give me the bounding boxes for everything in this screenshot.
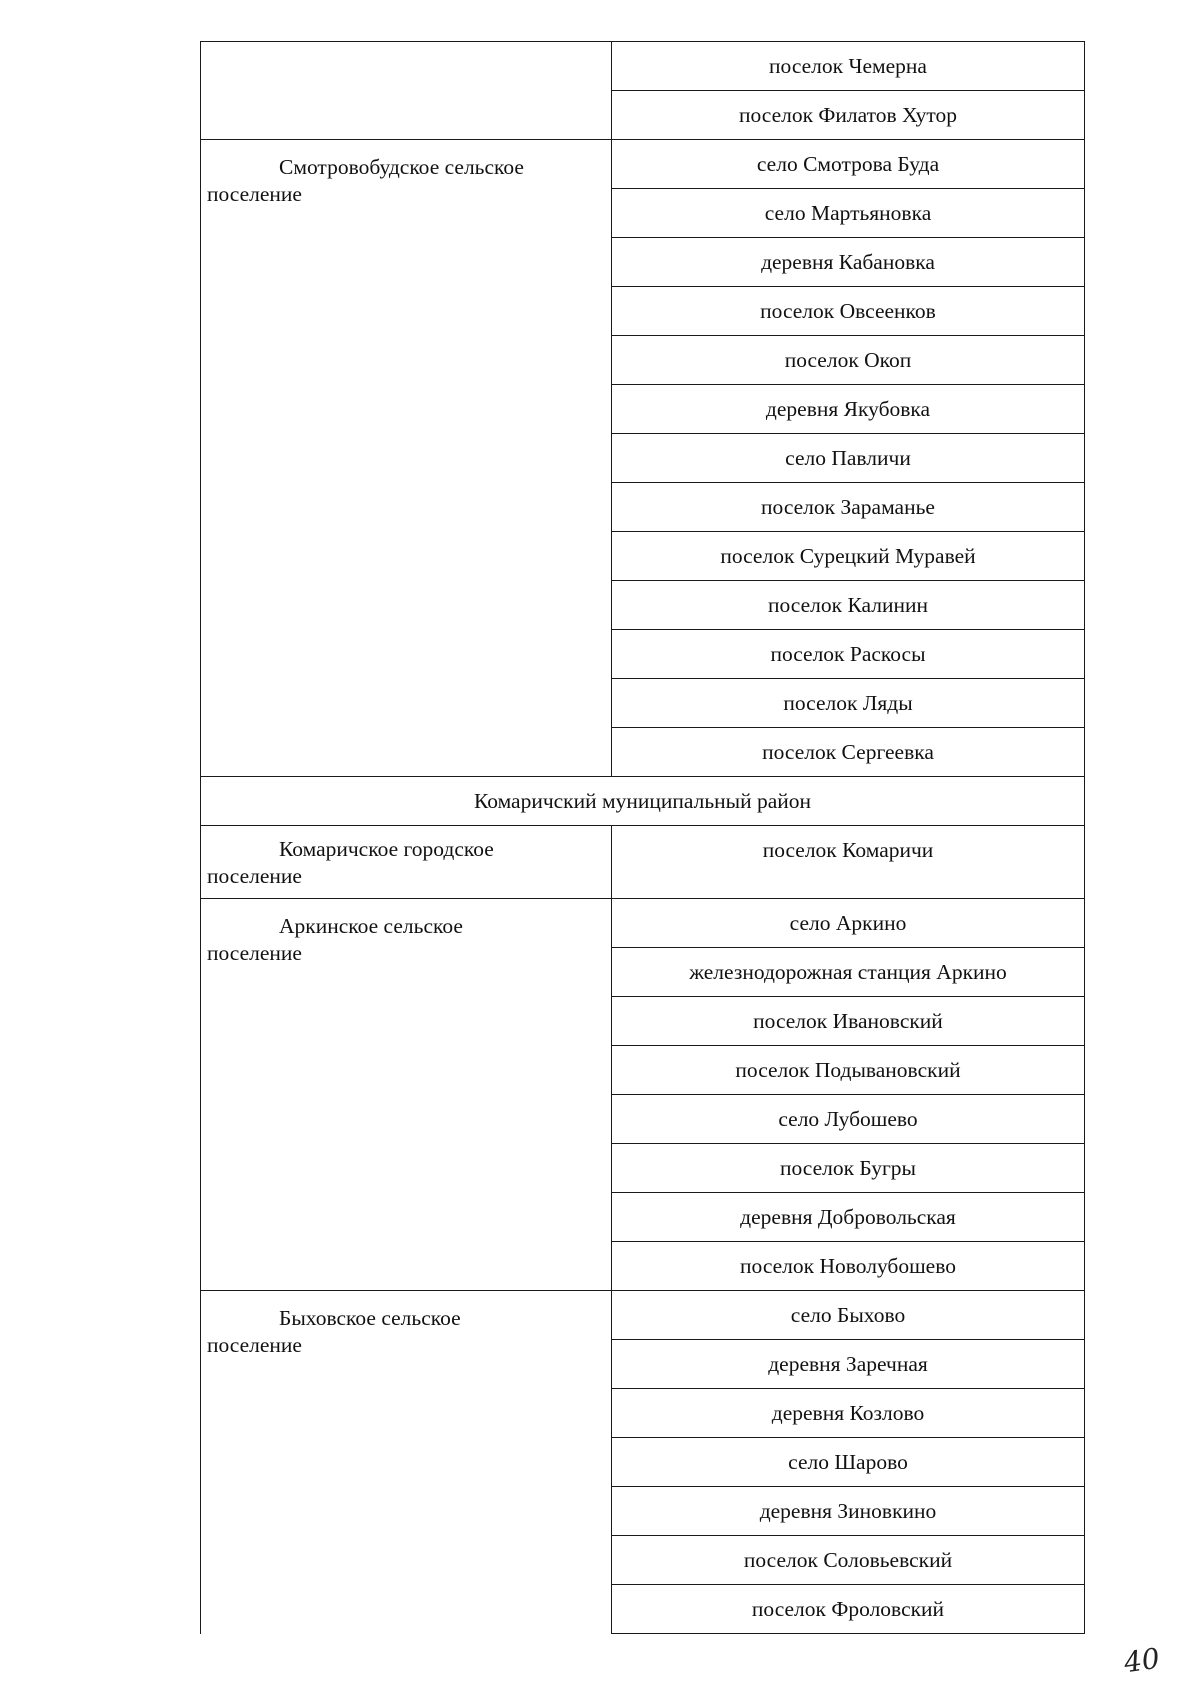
table-row <box>201 140 1085 189</box>
locality-cell: поселок Филатов Хутор <box>612 91 1085 140</box>
locality-cell: деревня Якубовка <box>612 385 1085 434</box>
locality-cell: поселок Сергеевка <box>612 728 1085 777</box>
locality-cell: село Смотрова Буда <box>612 140 1085 189</box>
locality-cell: железнодорожная станция Аркино <box>612 948 1085 997</box>
locality-cell: поселок Чемерна <box>612 42 1085 91</box>
locality-cell: село Лубошево <box>612 1095 1085 1144</box>
locality-cell: деревня Заречная <box>612 1340 1085 1389</box>
locality-cell: поселок Ивановский <box>612 997 1085 1046</box>
table-row <box>201 826 1085 899</box>
locality-cell: поселок Сурецкий Муравей <box>612 532 1085 581</box>
settlement-name-line1: Комаричское городское <box>279 837 494 861</box>
page-number: 40 <box>1122 1641 1163 1680</box>
locality-cell: село Павличи <box>612 434 1085 483</box>
settlement-name-line2: поселение <box>207 941 302 965</box>
settlement-name-line2: поселение <box>207 864 302 888</box>
locality-cell: село Аркино <box>612 899 1085 948</box>
locality-cell: поселок Комаричи <box>612 826 1085 899</box>
locality-cell: деревня Кабановка <box>612 238 1085 287</box>
settlement-name-cell <box>201 899 612 1291</box>
locality-cell: деревня Зиновкино <box>612 1487 1085 1536</box>
locality-cell: село Шарово <box>612 1438 1085 1487</box>
settlement-name-cell <box>201 826 612 899</box>
settlement-name-cell <box>201 42 612 140</box>
settlement-name-line2: поселение <box>207 1333 302 1357</box>
locality-cell: село Быхово <box>612 1291 1085 1340</box>
locality-cell: деревня Добровольская <box>612 1193 1085 1242</box>
locality-cell: поселок Калинин <box>612 581 1085 630</box>
locality-cell: село Мартьяновка <box>612 189 1085 238</box>
locality-cell: поселок Раскосы <box>612 630 1085 679</box>
locality-cell: поселок Овсеенков <box>612 287 1085 336</box>
settlement-name-line2: поселение <box>207 182 302 206</box>
settlements-table <box>200 41 1085 1634</box>
document-page <box>200 41 1085 1634</box>
settlement-name-line1: Смотровобудское сельское <box>279 155 524 179</box>
settlement-name-cell <box>201 1291 612 1634</box>
locality-cell: поселок Ляды <box>612 679 1085 728</box>
locality-cell: поселок Фроловский <box>612 1585 1085 1634</box>
table-row <box>201 899 1085 948</box>
settlement-name-line1: Быховское сельское <box>279 1306 461 1330</box>
table-row <box>201 42 1085 91</box>
locality-cell: поселок Новолубошево <box>612 1242 1085 1291</box>
settlement-name-line1: Аркинское сельское <box>279 914 463 938</box>
locality-cell: поселок Соловьевский <box>612 1536 1085 1585</box>
district-row <box>201 777 1085 826</box>
locality-cell: деревня Козлово <box>612 1389 1085 1438</box>
locality-cell: поселок Окоп <box>612 336 1085 385</box>
district-title: Комаричский муниципальный район <box>201 777 1085 826</box>
locality-cell: поселок Подывановский <box>612 1046 1085 1095</box>
locality-cell: поселок Зараманье <box>612 483 1085 532</box>
table-row <box>201 1291 1085 1340</box>
settlements-table-body <box>201 42 1085 1634</box>
settlement-name-cell <box>201 140 612 777</box>
locality-cell: поселок Бугры <box>612 1144 1085 1193</box>
